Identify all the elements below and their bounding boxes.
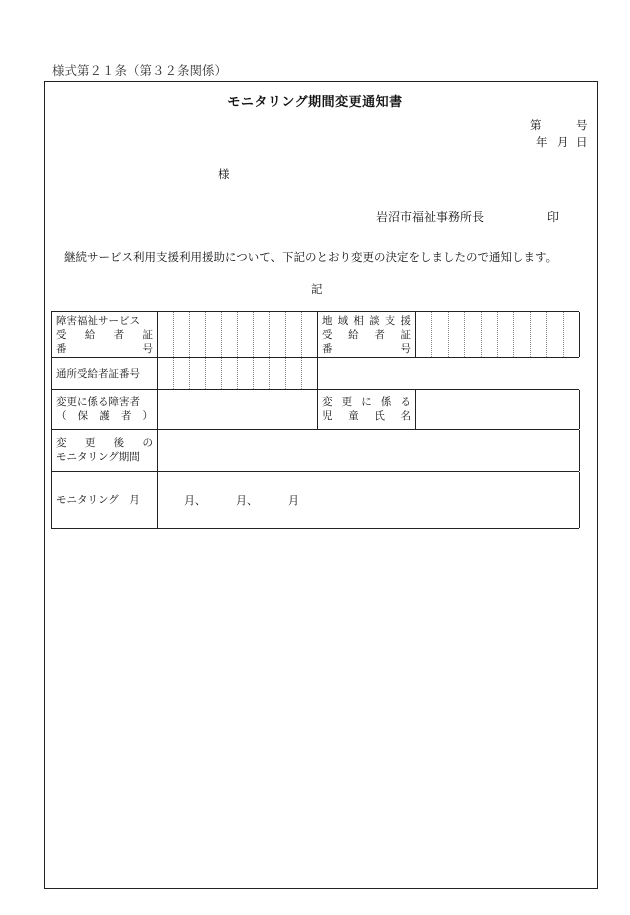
seal-mark: 印 [547,210,560,224]
digit-grid [158,358,317,389]
table-row [51,311,579,357]
spaced-label-line: （ 保 護 者 ） [56,410,153,422]
form-number: 様式第２１条（第３２条関係） [52,63,228,78]
person-label: 変更に係る障害者 （ 保 護 者 ） [52,390,158,429]
table-row [51,429,579,471]
date-year: 年 [536,135,548,149]
document-title: モニタリング期間変更通知書 [227,95,403,110]
table-row [51,357,579,389]
doc-number-prefix: 第 [530,118,542,132]
spaced-label-line: 地 域 相 談 支 援 [322,315,411,327]
community-cert-number-field[interactable] [416,312,580,357]
recipient-honorific: 様 [218,167,230,181]
digit-grid [158,312,317,357]
table-row [51,389,579,429]
spaced-label-line: 変 更 に 係 る [322,396,411,408]
community-cert-label [318,312,416,357]
service-cert-label: 障害福祉サービス 受 給 者 証 番 号 [52,312,158,357]
table-row [51,471,579,529]
notice-body: 継続サービス利用支援利用援助について、下記のとおり変更の決定をしましたので通知します。 [64,250,558,264]
commuting-cert-number-field[interactable] [158,358,318,389]
month-slot: 月 [288,494,299,507]
doc-number-suffix: 号 [576,118,588,132]
spaced-label-line: 児 童 氏 名 [322,410,411,422]
date-day: 日 [576,135,588,149]
date-month: 月 [557,135,569,149]
service-cert-number-field[interactable] [158,312,318,357]
month-slot: 月、 [184,494,206,507]
spaced-label-line: 番 号 [56,343,153,355]
spaced-label-line: 受 給 者 証 [322,329,411,341]
monitoring-month-label: モニタリング 月 [52,472,158,528]
ki-heading: 記 [311,282,323,296]
monitoring-month-field[interactable] [158,472,580,528]
spaced-label-line: 番 号 [322,343,411,355]
new-period-field[interactable] [158,430,580,471]
month-list [158,472,579,528]
commuting-cert-label: 通所受給者証番号 [52,358,158,389]
person-name-field[interactable] [158,390,318,429]
spaced-label-line: 受 給 者 証 [56,329,153,341]
spaced-label-line: 変 更 後 の [56,437,153,449]
month-slot: 月、 [236,494,258,507]
child-name-field[interactable] [416,390,580,429]
new-period-label: 変 更 後 の モニタリング期間 [52,430,158,471]
info-table [51,311,579,529]
sender-name: 岩沼市福祉事務所長 [376,210,485,224]
child-name-label [318,390,416,429]
digit-grid [416,312,579,357]
